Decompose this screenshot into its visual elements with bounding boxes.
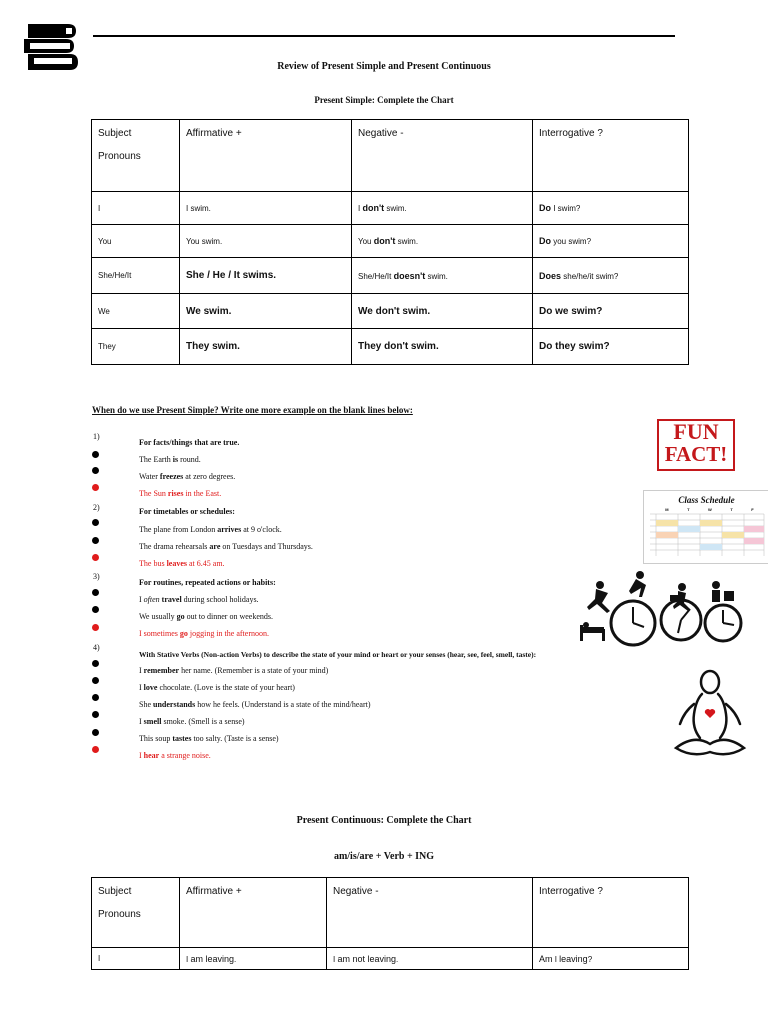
list-item: I love chocolate. (Love is the state of your heart) [139, 683, 295, 692]
affirmative-header: Affirmative + [180, 878, 327, 948]
bullet [92, 711, 99, 718]
bullet [92, 467, 99, 474]
subject-cell: You [92, 225, 180, 258]
table-row [92, 225, 689, 258]
negative-cell: They don't swim. [352, 329, 533, 365]
table-row [92, 948, 689, 970]
list-item: I smell smoke. (Smell is a sense) [139, 717, 245, 726]
table-row [92, 258, 689, 294]
present-simple-table [91, 119, 689, 365]
bullet [92, 694, 99, 701]
bullet [92, 606, 99, 613]
number-1: 1) [93, 432, 100, 441]
affirmative-header: Affirmative + [180, 120, 352, 192]
bullet [92, 624, 99, 631]
subject-cell: I [92, 192, 180, 225]
list-item: I remember her name. (Remember is a state of your mind) [139, 666, 329, 675]
bullet [92, 451, 99, 458]
uses-heading: When do we use Present Simple? Write one more example on the blank lines below: [92, 405, 413, 415]
bullet [92, 729, 99, 736]
list-item: I often travel during school holidays. [139, 595, 259, 604]
table-row [92, 294, 689, 329]
bullet [92, 554, 99, 561]
list-item: She understands how he feels. (Understand is a state of the mind/heart) [139, 700, 371, 709]
subject-cell: She/He/It [92, 258, 180, 294]
table-header-row [92, 120, 689, 192]
interrogative-header: Interrogative ? [533, 878, 689, 948]
number-2: 2) [93, 503, 100, 512]
present-continuous-formula: am/is/are + Verb + ING [333, 851, 435, 862]
affirmative-cell: I am leaving. [180, 948, 327, 970]
interrogative-cell: Do we swim? [533, 294, 689, 329]
rule-3: For routines, repeated actions or habits: [139, 578, 276, 587]
negative-cell: I am not leaving. [327, 948, 533, 970]
affirmative-cell: She / He / It swims. [180, 258, 352, 294]
table-row [92, 329, 689, 365]
negative-cell: I don't swim. [352, 192, 533, 225]
bullet [92, 746, 99, 753]
affirmative-cell: We swim. [180, 294, 352, 329]
number-4: 4) [93, 643, 100, 652]
affirmative-cell: I swim. [180, 192, 352, 225]
bullet [92, 660, 99, 667]
subject-cell: We [92, 294, 180, 329]
list-item: The Earth is round. [139, 455, 201, 464]
negative-cell: She/He/It doesn't swim. [352, 258, 533, 294]
list-item: The drama rehearsals are on Tuesdays and Thursdays. [139, 542, 313, 551]
class-schedule-image: Class Schedule M T W T F [643, 490, 768, 564]
list-item: This soup tastes too salty. (Taste is a sense) [139, 734, 279, 743]
header-rule [93, 35, 675, 37]
subject-cell: I [92, 948, 180, 970]
clock-people-illustration [578, 565, 754, 647]
subject-header: Subject Pronouns [92, 120, 180, 192]
present-simple-subtitle: Present Simple: Complete the Chart [314, 95, 454, 105]
rule-2: For timetables or schedules: [139, 507, 235, 516]
affirmative-cell: You swim. [180, 225, 352, 258]
meditation-illustration [670, 668, 752, 760]
table-row [92, 192, 689, 225]
list-item: I hear a strange noise. [139, 751, 211, 760]
affirmative-cell: They swim. [180, 329, 352, 365]
negative-cell: You don't swim. [352, 225, 533, 258]
schedule-grid [644, 512, 768, 557]
bullet [92, 537, 99, 544]
list-item: We usually go out to dinner on weekends. [139, 612, 274, 621]
interrogative-cell: Do they swim? [533, 329, 689, 365]
interrogative-cell: Am I leaving? [533, 948, 689, 970]
bullet [92, 519, 99, 526]
interrogative-cell: Does she/he/it swim? [533, 258, 689, 294]
interrogative-cell: Do I swim? [533, 192, 689, 225]
interrogative-header: Interrogative ? [533, 120, 689, 192]
bullet [92, 677, 99, 684]
list-item: Water freezes at zero degrees. [139, 472, 236, 481]
interrogative-cell: Do you swim? [533, 225, 689, 258]
subject-header: Subject Pronouns [92, 878, 180, 948]
list-item: I sometimes go jogging in the afternoon. [139, 629, 269, 638]
negative-cell: We don't swim. [352, 294, 533, 329]
bullet [92, 484, 99, 491]
fun-fact-stamp: FUN FACT! [657, 419, 735, 471]
rule-1: For facts/things that are true. [139, 438, 240, 447]
table-header-row [92, 878, 689, 948]
rule-4: With Stative Verbs (Non-action Verbs) to describe the state of your mind or heart or your senses (hear, see, feel, smell, taste): [139, 650, 537, 659]
number-3: 3) [93, 572, 100, 581]
subject-cell: They [92, 329, 180, 365]
list-item: The bus leaves at 6.45 am. [139, 559, 225, 568]
present-continuous-title: Present Continuous: Complete the Chart [296, 815, 472, 826]
bullet [92, 589, 99, 596]
negative-header: Negative - [352, 120, 533, 192]
negative-header: Negative - [327, 878, 533, 948]
list-item: The Sun rises in the East. [139, 489, 222, 498]
list-item: The plane from London arrives at 9 o'clock. [139, 525, 282, 534]
page-title: Review of Present Simple and Present Continuous [277, 61, 491, 72]
present-continuous-table [91, 877, 689, 970]
